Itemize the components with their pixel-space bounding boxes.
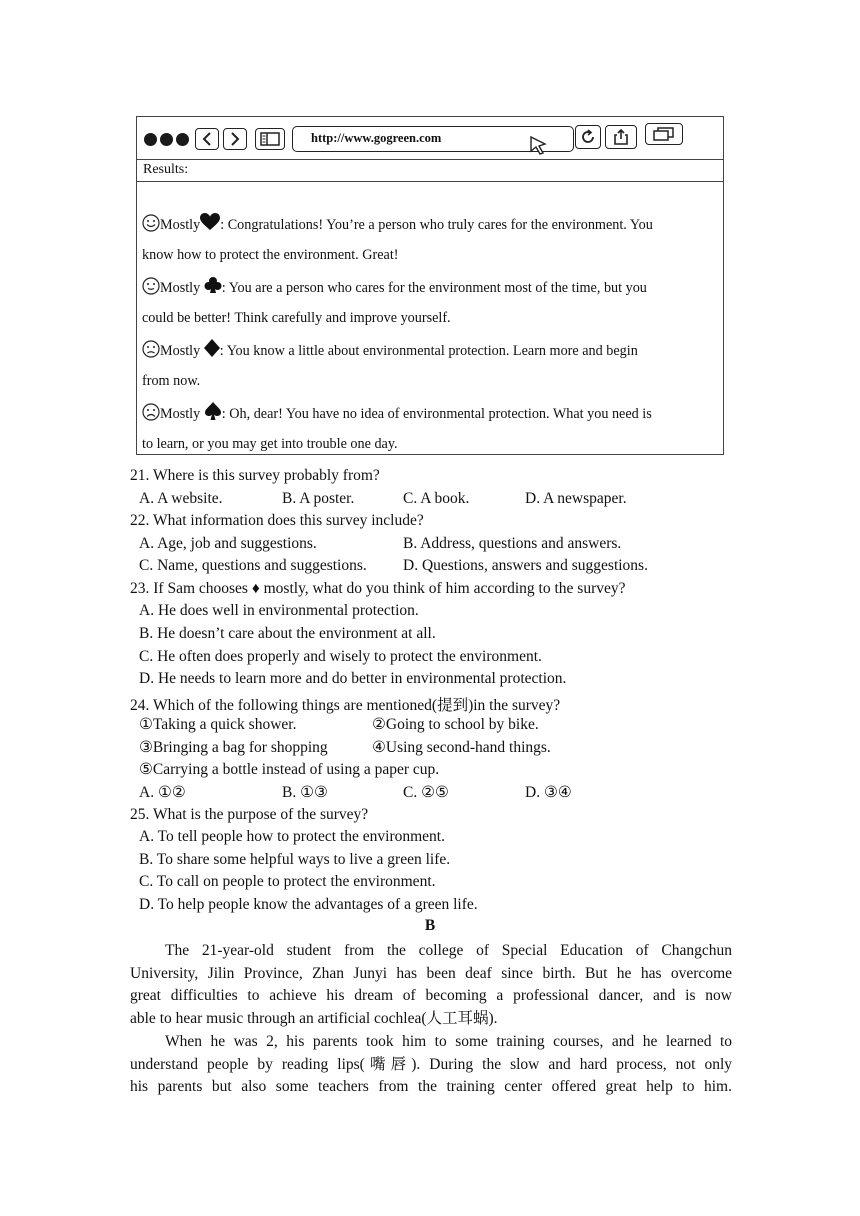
passage-line: When he was 2, his parents took him to some training courses, and he learned to [165,1033,732,1050]
passage-paragraph-1 [130,940,732,1031]
passage-line: University, Jilin Province, Zhan Junyi has been deaf since birth. But he has overcome [130,964,732,982]
question-23: 23. If Sam chooses ♦ mostly, what do you think of him according to the survey? [130,580,626,597]
mouse-cursor-icon [529,135,549,155]
entry-text-line2: know how to protect the environment. Great! [142,247,399,263]
passage-line: able to hear music through an artificial cochlea(人工耳蜗). [130,1010,498,1028]
q22-option-d[interactable]: D. Questions, answers and suggestions. [403,557,648,574]
entry-label: Mostly [160,343,201,359]
window-dot-icon [160,133,173,146]
entry-text: : You are a person who cares for the environment most of the time, but you [221,280,647,296]
passage-line: The 21-year-old student from the college of Special Education of Changchun [165,942,732,959]
question-24: 24. Which of the following things are mentioned(提到)in the survey? [130,697,561,714]
sidebar-button[interactable] [255,128,285,150]
passage-line: great difficulties to achieve his dream of becoming a professional dancer, and is now [130,987,732,1005]
happy-face-icon [142,214,160,232]
question-25: 25. What is the purpose of the survey? [130,806,369,823]
spade-icon [204,402,222,420]
club-icon [204,276,222,294]
passage-paragraph-2 [130,1031,732,1099]
chevron-right-icon [229,132,241,146]
diamond-icon [204,339,220,357]
q23-option-a[interactable]: A. He does well in environmental protection. [139,602,419,619]
q21-option-b[interactable]: B. A poster. [282,490,355,507]
q25-option-c[interactable]: C. To call on people to protect the environment. [139,873,436,890]
tabs-button[interactable] [645,123,683,145]
result-entry [142,399,718,430]
q22-option-c[interactable]: C. Name, questions and suggestions. [139,557,367,574]
entry-text: : Oh, dear! You have no idea of environmental protection. What you need is [221,406,652,422]
tabs-icon [652,126,676,142]
q25-option-d[interactable]: D. To help people know the advantages of a green life. [139,896,478,913]
entry-text: : You know a little about environmental protection. Learn more and begin [219,343,638,359]
window-dot-icon [176,133,189,146]
q24-option-a[interactable]: A. ①② [139,784,186,801]
q24-item-1: ①Taking a quick shower. [139,716,297,733]
results-label: Results: [143,162,189,177]
browser-toolbar [137,117,723,160]
reload-icon [580,129,596,145]
sad-face-icon [142,403,160,421]
q25-option-b[interactable]: B. To share some helpful ways to live a green life. [139,851,451,868]
results-header [137,160,723,182]
q23-option-d[interactable]: D. He needs to learn more and do better in environmental protection. [139,670,567,687]
sidebar-icon [260,132,280,146]
passage-line: understand people by reading lips(嘴唇). During the slow and hard process, not only [130,1055,732,1073]
q23-option-c[interactable]: C. He often does properly and wisely to protect the environment. [139,648,542,665]
heart-icon [200,213,220,231]
q24-option-b[interactable]: B. ①③ [282,784,328,801]
q23-option-b[interactable]: B. He doesn’t care about the environment at all. [139,625,436,642]
q21-option-c[interactable]: C. A book. [403,490,470,507]
q24-option-c[interactable]: C. ②⑤ [403,784,449,801]
q24-option-d[interactable]: D. ③④ [525,784,572,801]
result-entry [142,273,718,304]
neutral-face-icon [142,340,160,358]
entry-label: Mostly [160,280,201,296]
entry-label: Mostly [160,406,201,422]
entry-text-line2: from now. [142,373,201,389]
q25-option-a[interactable]: A. To tell people how to protect the environment. [139,828,445,845]
result-entry [142,210,718,241]
q24-item-5: ⑤Carrying a bottle instead of using a paper cup. [139,761,440,778]
q22-option-a[interactable]: A. Age, job and suggestions. [139,535,317,552]
result-entry [142,336,718,367]
q24-item-3: ③Bringing a bag for shopping [139,739,328,756]
reload-button[interactable] [575,125,601,149]
back-button[interactable] [195,128,219,150]
passage-line: his parents but also some teachers from the training center offered great help to him. [130,1078,732,1096]
chevron-left-icon [201,132,213,146]
entry-text: : Congratulations! You’re a person who truly cares for the environment. You [220,217,653,233]
entry-text-line2: to learn, or you may get into trouble one day. [142,436,398,452]
entry-text-line2: could be better! Think carefully and improve yourself. [142,310,451,326]
share-icon [612,128,630,146]
q21-option-a[interactable]: A. A website. [139,490,223,507]
smile-face-icon [142,277,160,295]
forward-button[interactable] [223,128,247,150]
q24-item-2: ②Going to school by bike. [372,716,539,733]
q21-option-d[interactable]: D. A newspaper. [525,490,627,507]
url-text: http://www.gogreen.com [311,131,442,145]
question-22: 22. What information does this survey include? [130,512,424,529]
q22-option-b[interactable]: B. Address, questions and answers. [403,535,622,552]
section-heading: B [424,917,436,934]
share-button[interactable] [605,125,637,149]
entry-label: Mostly [160,217,201,233]
question-21: 21. Where is this survey probably from? [130,467,380,484]
window-dot-icon [144,133,157,146]
window-dots [144,133,189,146]
q24-item-4: ④Using second-hand things. [372,739,551,756]
